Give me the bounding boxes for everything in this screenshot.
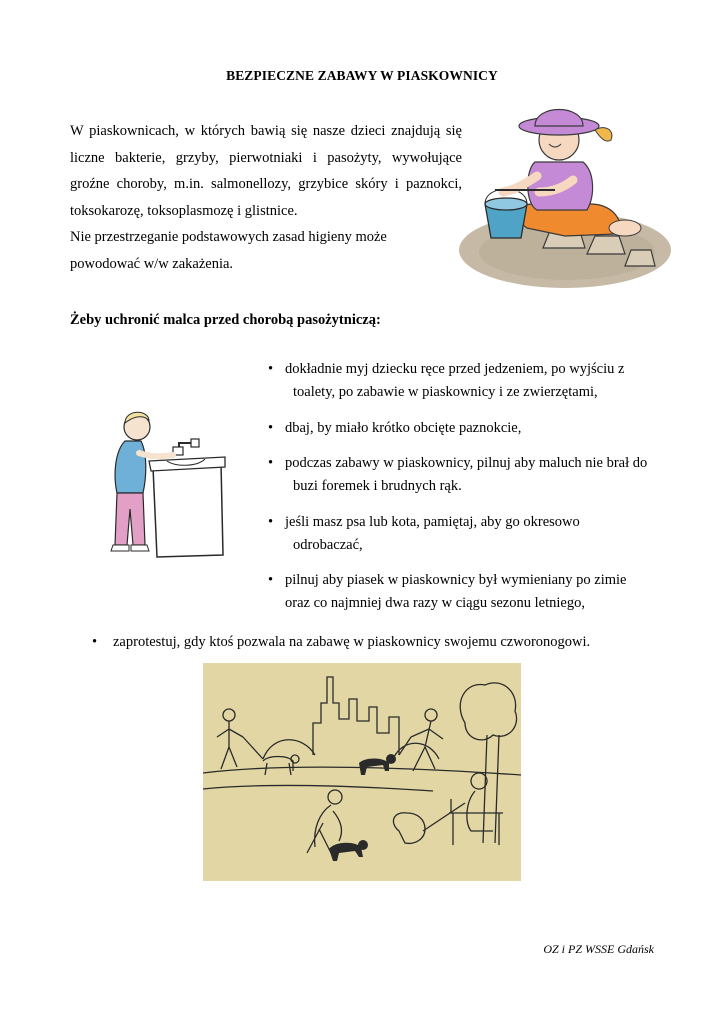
- list-item-text: toalety, po zabawie w piaskownicy i ze zwierzętami,: [293, 384, 598, 400]
- list-item-text: buzi foremek i brudnych rąk.: [293, 478, 462, 494]
- list-item-text: pilnuj aby piasek w piaskownicy był wymieniany po zimie: [285, 572, 627, 588]
- child-washing-hands-illustration: [105, 405, 230, 565]
- list-item-text: podczas zabawy w piaskownicy, pilnuj aby maluch nie brał do: [285, 455, 648, 471]
- hygiene-tips-list: [268, 358, 668, 628]
- bullet-marker: •: [268, 455, 274, 471]
- park-with-dogs-illustration: [203, 663, 521, 881]
- list-item: [268, 417, 668, 440]
- list-item-text: odrobaczać,: [293, 536, 363, 553]
- list-item-text: dokładnie myj dziecku ręce przed jedzeniem, po wyjściu z: [285, 361, 625, 377]
- list-item: [268, 569, 668, 615]
- list-item-text: oraz co najmniej dwa razy w ciągu sezonu letniego,: [285, 595, 585, 611]
- intro-line: Nie przestrzeganie podstawowych zasad higieny może: [70, 229, 387, 245]
- intro-line: powodować w/w zakażenia.: [70, 255, 234, 272]
- footer-credit: OZ i PZ WSSE Gdańsk: [543, 942, 654, 956]
- bullet-marker: •: [268, 361, 274, 377]
- list-item: [268, 452, 668, 498]
- document-title: BEZPIECZNE ZABAWY W PIASKOWNICY: [226, 68, 498, 83]
- list-item-text: dbaj, by miało krótko obcięte paznokcie,: [285, 419, 522, 436]
- intro-paragraph: [70, 118, 462, 277]
- bullet-marker: •: [268, 419, 274, 436]
- intro-line: liczne bakterie, grzyby, pierwotniaki i pasożyty, wywołujące: [70, 149, 462, 166]
- intro-line: groźne choroby, m.in. salmonellozy, grzybice skóry i paznokci,: [70, 176, 462, 192]
- intro-line: W piaskownicach, w których bawią się nasze dzieci znajdują się: [70, 123, 462, 139]
- list-item-text: jeśli masz psa lub kota, pamiętaj, aby go okresowo: [285, 513, 580, 530]
- list-item-text: zaprotestuj, gdy ktoś pozwala na zabawę w piaskownicy swojemu czworonogowi.: [113, 634, 591, 650]
- intro-line: toksokarozę, toksoplasmozę i glistnice.: [70, 202, 298, 219]
- bullet-marker: •: [268, 513, 274, 530]
- bullet-marker: •: [268, 572, 274, 588]
- bullet-marker: •: [92, 634, 98, 650]
- child-in-sandbox-illustration: [455, 100, 675, 290]
- list-item: [268, 358, 668, 404]
- subheading: Żeby uchronić malca przed chorobą pasożytniczą:: [70, 312, 381, 328]
- list-item: [268, 511, 668, 557]
